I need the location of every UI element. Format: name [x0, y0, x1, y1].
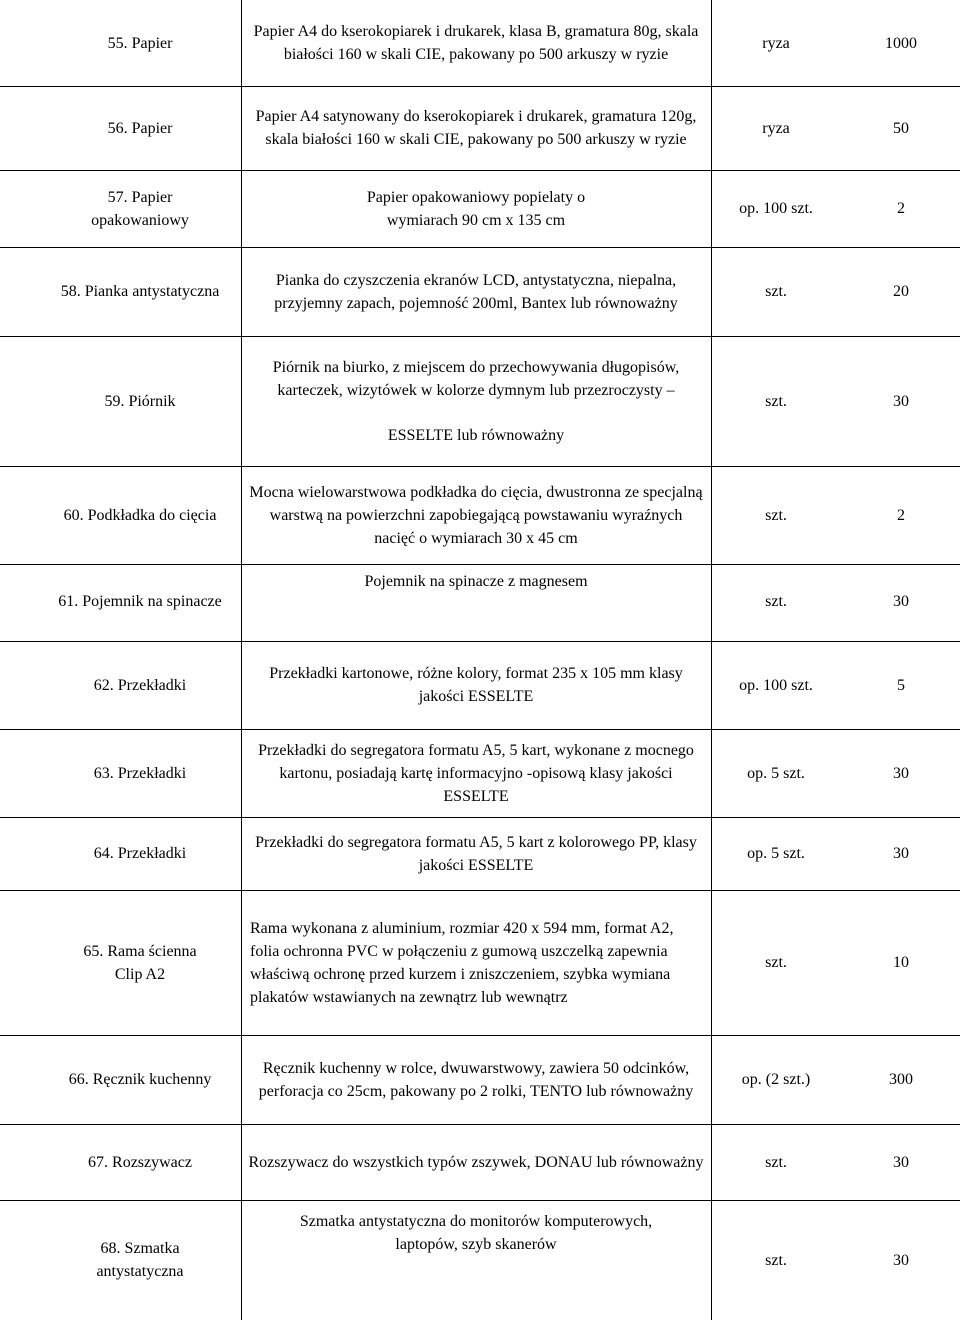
table-row [0, 247, 960, 336]
item-name: 62. Przekładki [93, 676, 187, 694]
item-name: 56. Papier [107, 119, 173, 137]
item-name: 68. Szmatka antystatyczna [96, 1240, 184, 1280]
item-quantity: 10 [893, 954, 909, 971]
item-description-cell [242, 336, 710, 466]
item-description-brand: ESSELTE lub równoważny [387, 426, 565, 444]
item-unit: szt. [765, 1251, 787, 1269]
item-quantity: 50 [893, 119, 909, 137]
item-description: Mocna wielowarstwowa podkładka do cięcia, dwustronna ze specjalną warstwą na powierzchni zapobiegającą powstawaniu wyraźnych nacięć o wymiarach 30 x 45 cm [249, 483, 703, 547]
item-unit: op. 5 szt. [747, 845, 805, 862]
item-description: Papier A4 do kserokopiarek i drukarek, klasa B, gramatura 80g, skala białości 160 w skali CIE, pakowany po 500 arkuszy w ryzie [253, 23, 699, 63]
item-description: Rozszywacz do wszystkich typów zszywek, DONAU lub równoważny [248, 1153, 704, 1171]
table-row [0, 466, 960, 564]
table-row [0, 890, 960, 1035]
table-row [0, 1124, 960, 1200]
item-description: Rama wykonana z aluminium, rozmiar 420 x 594 mm, format A2, folia ochronna PVC w połączeniu z gumową uszczelką zapewnia właściwą ochronę przed kurzem i zniszczeniem, szybka wymiana plakatów wstawianych na zewnątrz lub wewnątrz [250, 919, 674, 1006]
item-quantity: 30 [893, 845, 909, 862]
item-unit: ryza [762, 34, 790, 52]
table-row [0, 336, 960, 466]
item-description: Ręcznik kuchenny w rolce, dwuwarstwowy, zawiera 50 odcinków, perforacja co 25cm, pakowany po 2 rolki, TENTO lub równoważny [258, 1059, 694, 1100]
item-name: 67. Rozszywacz [88, 1153, 192, 1171]
item-unit: szt. [765, 593, 787, 610]
item-name: 55. Papier [107, 34, 173, 52]
item-name: 58. Pianka antystatyczna [60, 283, 220, 300]
item-unit: op. (2 szt.) [741, 1071, 811, 1088]
item-name: 66. Ręcznik kuchenny [68, 1071, 212, 1088]
item-description: Szmatka antystatyczna do monitorów komputerowych, laptopów, szyb skanerów [299, 1213, 653, 1253]
item-name: 57. Papier opakowaniowy [91, 188, 189, 229]
item-quantity: 30 [893, 764, 909, 782]
item-quantity: 30 [893, 1153, 909, 1171]
table-row [0, 641, 960, 729]
item-quantity: 1000 [885, 34, 917, 52]
table-row [0, 1035, 960, 1124]
item-description: Papier opakowaniowy popielaty o wymiarach 90 cm x 135 cm [366, 188, 586, 229]
table-row [0, 170, 960, 247]
table-row [0, 729, 960, 817]
item-quantity: 30 [893, 593, 909, 610]
table-row [0, 1200, 960, 1320]
item-unit: szt. [765, 1153, 787, 1171]
item-name: 65. Rama ścienna Clip A2 [83, 942, 197, 983]
item-unit: szt. [765, 954, 787, 971]
item-description: Przekładki do segregatora formatu A5, 5 kart, wykonane z mocnego kartonu, posiadają kartę informacyjno -opisową klasy jakości ESSELTE [258, 741, 694, 805]
item-description: Pianka do czyszczenia ekranów LCD, antystatyczna, niepalna, przyjemny zapach, pojemność 200ml, Bantex lub równoważny [274, 271, 678, 312]
item-description: Przekładki do segregatora formatu A5, 5 kart z kolorowego PP, klasy jakości ESSELTE [255, 833, 697, 874]
item-description: Przekładki kartonowe, różne kolory, format 235 x 105 mm klasy jakości ESSELTE [269, 665, 683, 705]
item-description: Piórnik na biurko, z miejscem do przechowywania długopisów, karteczek, wizytówek w kolorze dymnym lub przezroczysty – [272, 358, 680, 399]
item-name: 63. Przekładki [93, 764, 187, 782]
item-name: 60. Podkładka do cięcia [63, 506, 217, 524]
item-unit: op. 5 szt. [747, 764, 805, 782]
item-quantity: 30 [893, 1251, 909, 1269]
item-quantity: 20 [893, 283, 909, 300]
table-row [0, 817, 960, 890]
item-quantity: 30 [893, 392, 909, 410]
item-unit: szt. [765, 506, 787, 524]
item-description: Pojemnik na spinacze z magnesem [364, 573, 588, 590]
item-unit: szt. [765, 392, 787, 410]
item-quantity: 2 [897, 200, 905, 217]
item-unit: ryza [762, 119, 790, 137]
item-name: 59. Piórnik [104, 392, 176, 410]
item-unit: op. 100 szt. [739, 676, 813, 694]
item-unit: szt. [765, 283, 787, 300]
item-quantity: 2 [897, 506, 905, 524]
table-row [0, 564, 960, 641]
table-row [0, 86, 960, 170]
item-unit: op. 100 szt. [739, 200, 813, 217]
item-name: 64. Przekładki [93, 845, 187, 862]
item-quantity: 300 [889, 1071, 913, 1088]
item-description: Papier A4 satynowany do kserokopiarek i drukarek, gramatura 120g, skala białości 160 w skali CIE, pakowany po 500 arkuszy w ryzie [255, 108, 697, 148]
item-quantity: 5 [897, 676, 905, 694]
item-name: 61. Pojemnik na spinacze [58, 593, 222, 610]
table-row [0, 0, 960, 86]
